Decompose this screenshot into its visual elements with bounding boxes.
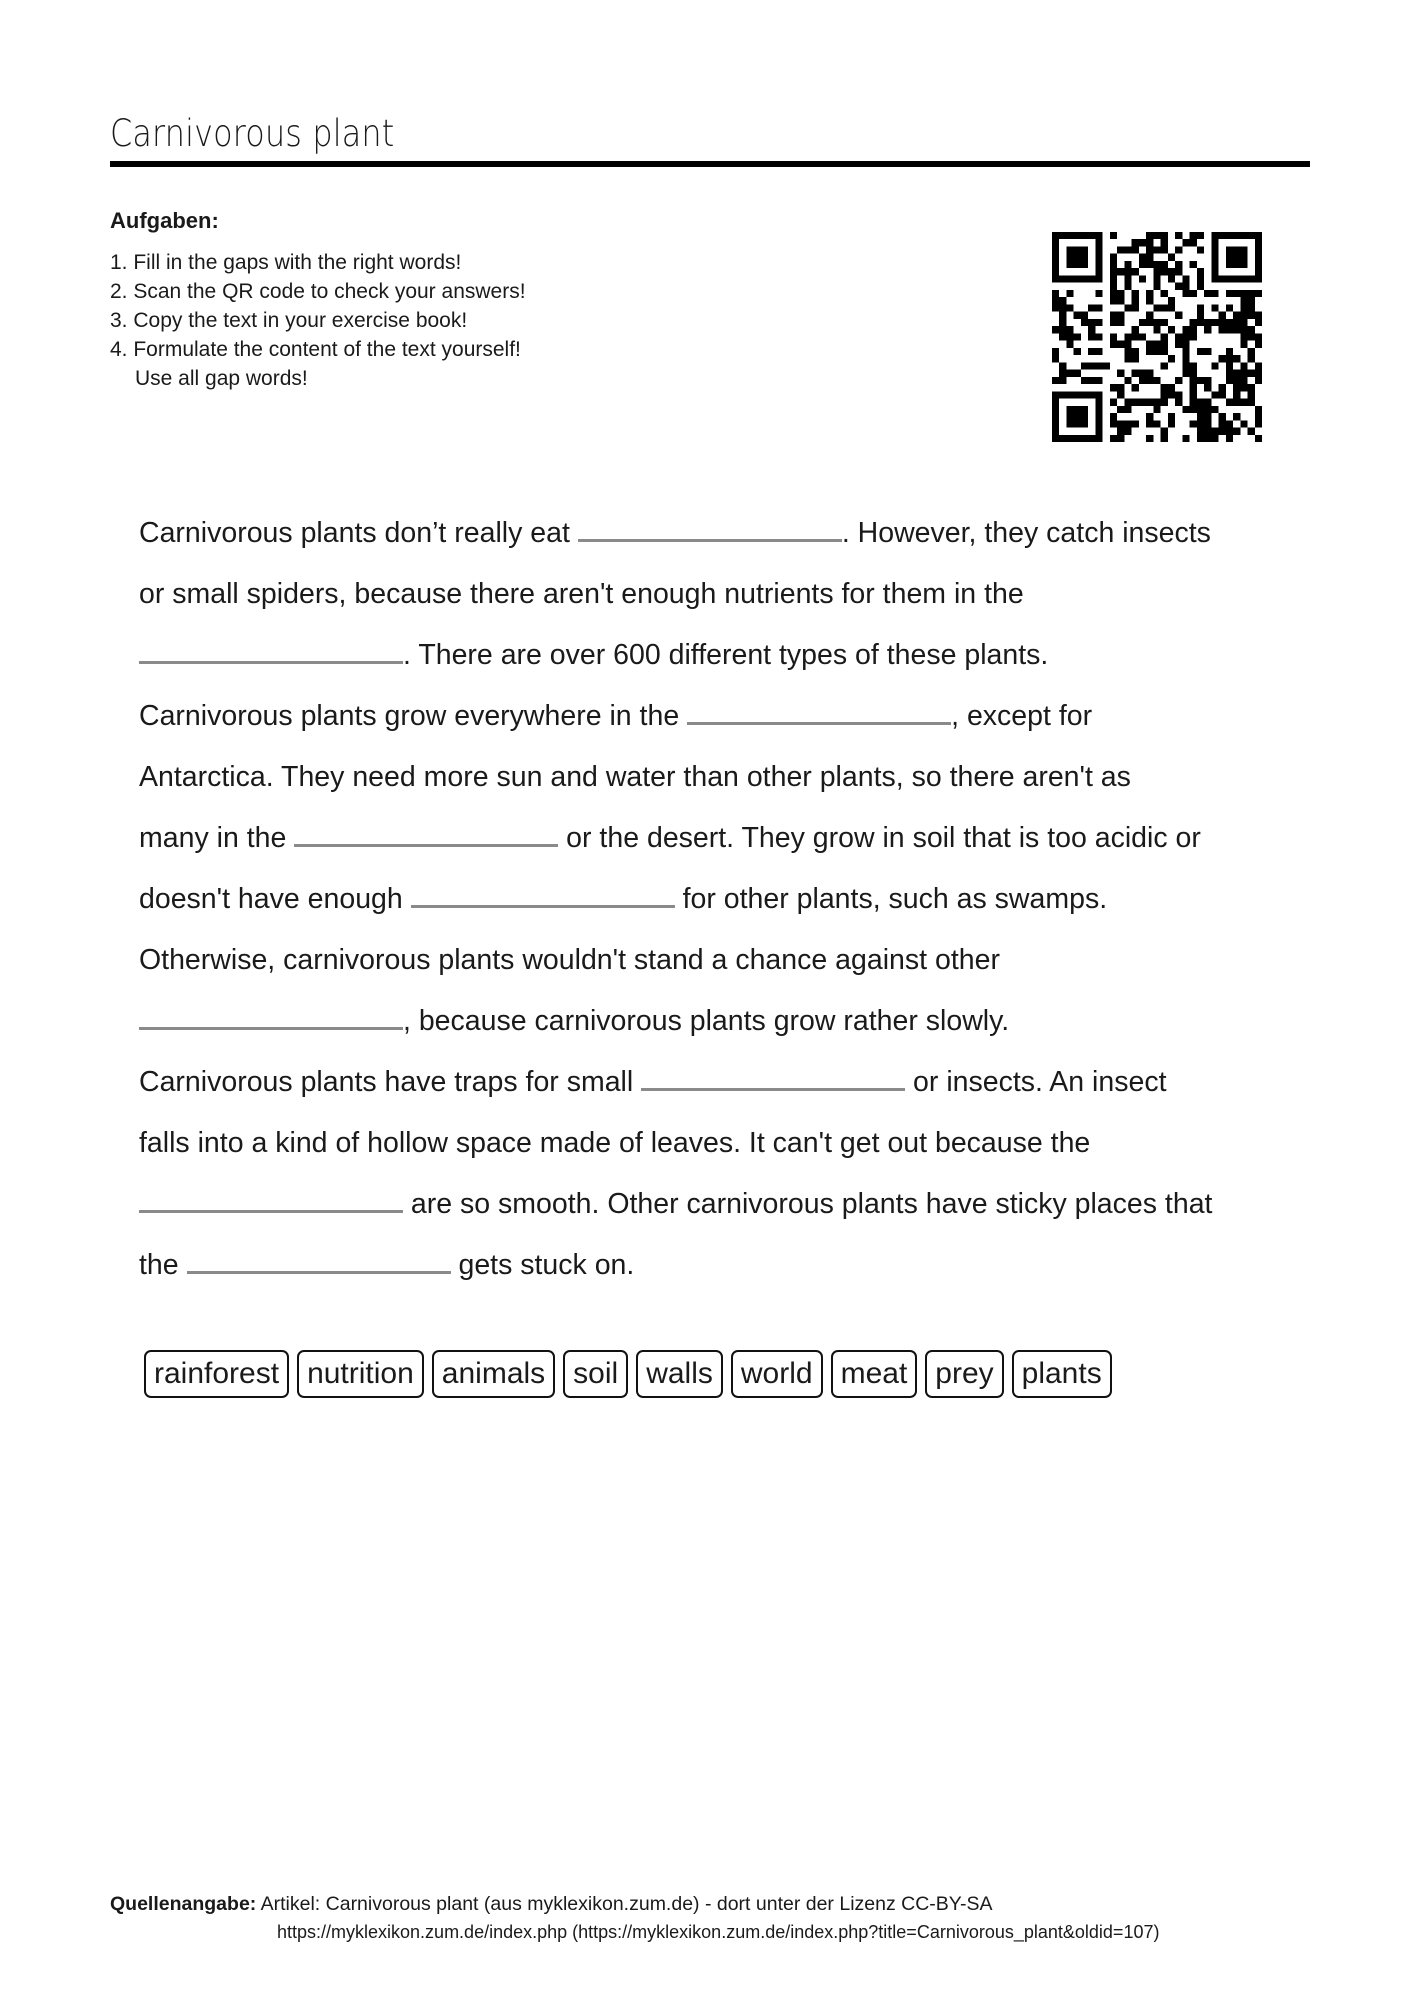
- source-url: https://myklexikon.zum.de/index.php (https://myklexikon.zum.de/index.php?title=Carnivorous_plant&oldid=107): [277, 1922, 1160, 1942]
- text-segment: are so smooth. Other carnivorous plants have sticky places that: [403, 1188, 1213, 1220]
- text-segment: or small spiders, because there aren't enough nutrients for them in the: [139, 578, 1024, 610]
- text-segment: or insects. An insect: [905, 1066, 1167, 1098]
- word-chip[interactable]: rainforest: [144, 1350, 289, 1398]
- tasks-list: [110, 248, 910, 393]
- text-segment: for other plants, such as swamps.: [674, 883, 1108, 915]
- page-title: Carnivorous plant: [110, 112, 395, 155]
- word-chip[interactable]: prey: [925, 1350, 1003, 1398]
- word-bank: [144, 1350, 1112, 1398]
- text-line: [139, 503, 1299, 564]
- source-label: Quellenangabe:: [110, 1893, 257, 1915]
- word-chip[interactable]: plants: [1012, 1350, 1112, 1398]
- text-line: [139, 1174, 1299, 1235]
- text-segment: the: [139, 1249, 187, 1281]
- text-line: [139, 808, 1299, 869]
- text-line: [139, 625, 1299, 686]
- gap-blank[interactable]: [139, 1190, 403, 1213]
- text-segment: . There are over 600 different types of these plants.: [403, 639, 1049, 671]
- task-item: 1. Fill in the gaps with the right words!: [110, 251, 462, 274]
- text-line: [139, 1052, 1299, 1113]
- text-segment: or the desert. They grow in soil that is too acidic or: [558, 822, 1201, 854]
- gap-blank[interactable]: [294, 824, 558, 847]
- gap-blank[interactable]: [641, 1068, 905, 1091]
- tasks-heading: Aufgaben:: [110, 208, 219, 233]
- gap-blank[interactable]: [411, 885, 675, 908]
- text-line: [139, 747, 1299, 808]
- word-chip[interactable]: soil: [563, 1350, 628, 1398]
- qr-code-icon: [1052, 232, 1262, 442]
- source-text: Artikel: Carnivorous plant (aus myklexikon.zum.de) - dort unter der Lizenz CC-BY-SA: [256, 1893, 993, 1915]
- text-line: [139, 1235, 1299, 1296]
- text-segment: Carnivorous plants don’t really eat: [139, 517, 578, 549]
- word-chip[interactable]: world: [731, 1350, 823, 1398]
- text-line: [139, 564, 1299, 625]
- task-item: 2. Scan the QR code to check your answers!: [110, 280, 526, 303]
- gap-blank[interactable]: [687, 702, 951, 725]
- text-line: [139, 930, 1299, 991]
- title-divider: [110, 161, 1310, 167]
- word-chip[interactable]: walls: [636, 1350, 723, 1398]
- source-attribution: [110, 1893, 993, 1916]
- text-segment: , because carnivorous plants grow rather slowly.: [403, 1005, 1010, 1037]
- text-segment: doesn't have enough: [139, 883, 411, 915]
- word-chip[interactable]: meat: [831, 1350, 918, 1398]
- text-segment: , except for: [951, 700, 1093, 732]
- word-chip[interactable]: nutrition: [297, 1350, 424, 1398]
- text-segment: gets stuck on.: [450, 1249, 635, 1281]
- task-item: 4. Formulate the content of the text yourself!: [110, 338, 521, 361]
- text-line: [139, 686, 1299, 747]
- gap-blank[interactable]: [578, 519, 842, 542]
- task-item: 3. Copy the text in your exercise book!: [110, 309, 468, 332]
- text-segment: Antarctica. They need more sun and water than other plants, so there aren't as: [139, 761, 1131, 793]
- text-segment: . However, they catch insects: [841, 517, 1211, 549]
- text-line: [139, 869, 1299, 930]
- text-line: [139, 1113, 1299, 1174]
- text-segment: many in the: [139, 822, 295, 854]
- gap-blank[interactable]: [187, 1251, 451, 1274]
- text-segment: Otherwise, carnivorous plants wouldn't stand a chance against other: [139, 944, 1000, 976]
- gap-blank[interactable]: [139, 1007, 403, 1030]
- cloze-text: [139, 503, 1299, 1296]
- gap-blank[interactable]: [139, 641, 403, 664]
- text-segment: falls into a kind of hollow space made of leaves. It can't get out because the: [139, 1127, 1091, 1159]
- task-item: Use all gap words!: [135, 367, 308, 390]
- text-segment: Carnivorous plants grow everywhere in the: [139, 700, 688, 732]
- word-chip[interactable]: animals: [432, 1350, 555, 1398]
- text-segment: Carnivorous plants have traps for small: [139, 1066, 642, 1098]
- text-line: [139, 991, 1299, 1052]
